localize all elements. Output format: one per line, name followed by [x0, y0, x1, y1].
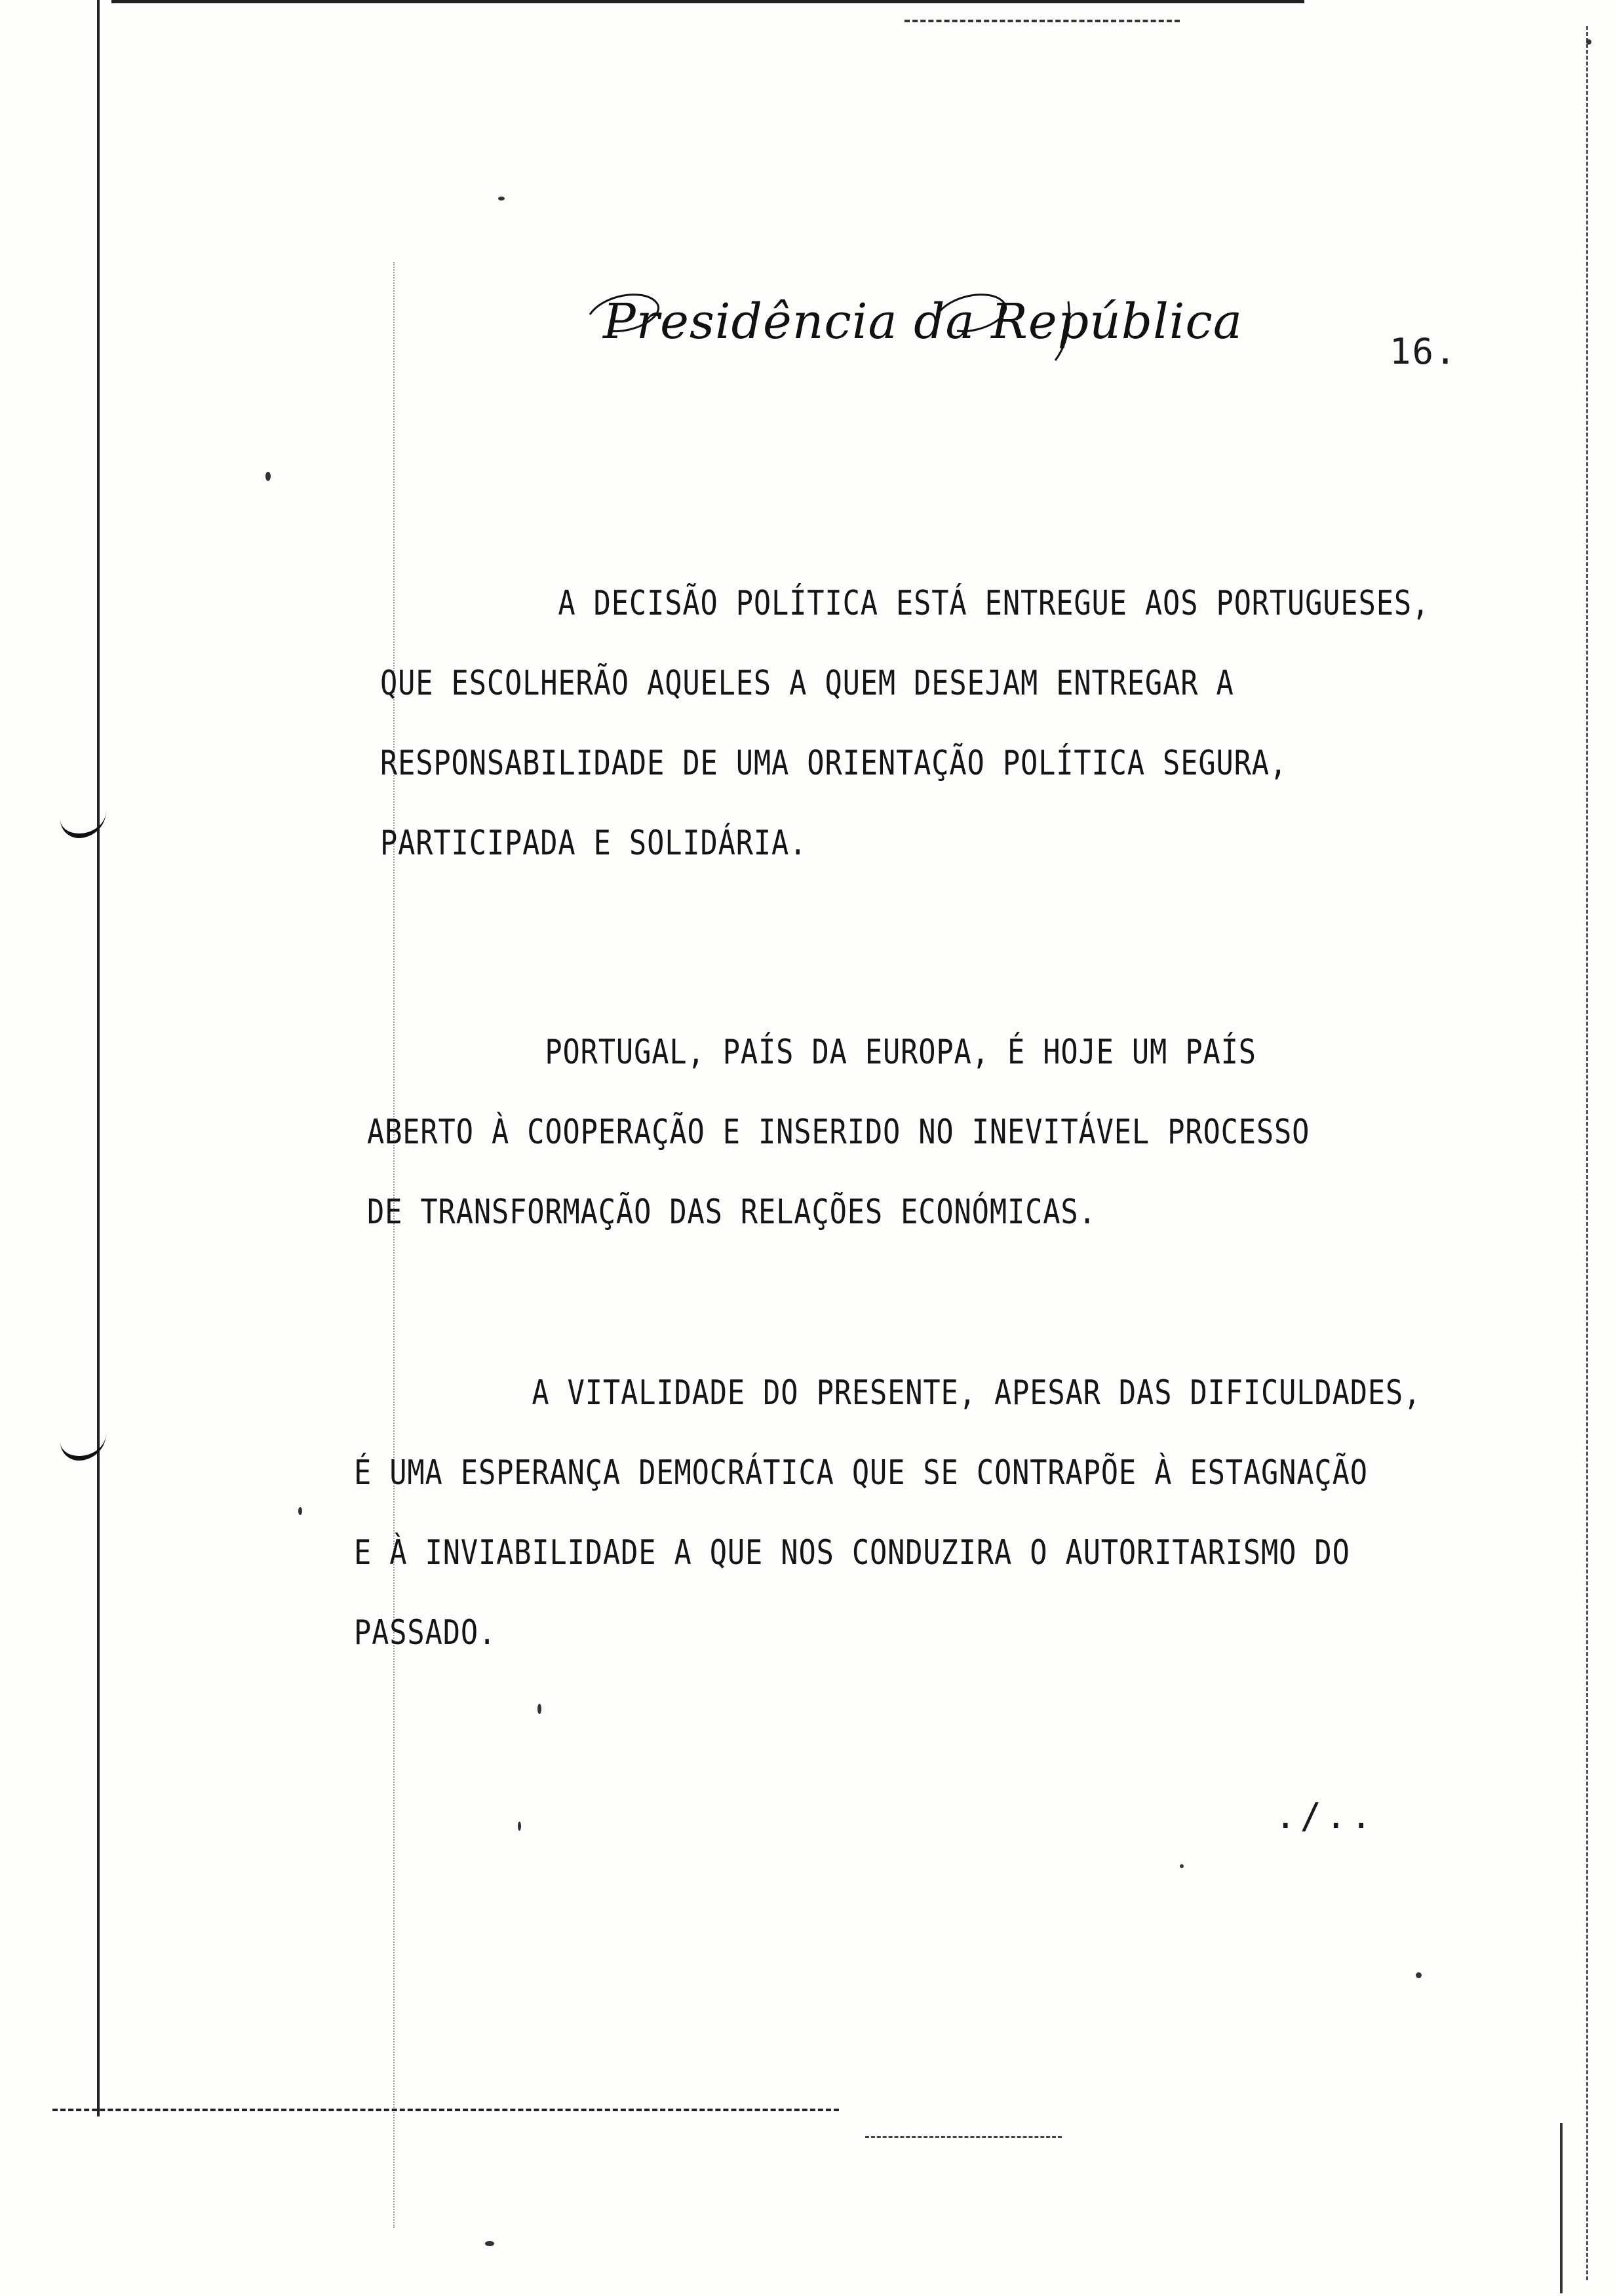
text-line: E À INVIABILIDADE A QUE NOS CONDUZIRA O AUTORITARISMO DO — [354, 1533, 1350, 1573]
paragraph-1 — [380, 564, 1430, 883]
scan-edge-top — [111, 0, 1304, 3]
scan-speck — [518, 1822, 521, 1831]
scan-edge-right — [1586, 26, 1588, 2280]
text-line: A VITALIDADE DO PRESENTE, APESAR DAS DIFICULDADES, — [354, 1373, 1422, 1413]
text-line: RESPONSABILIDADE DE UMA ORIENTAÇÃO POLÍTICA SEGURA, — [380, 744, 1288, 783]
paragraph-2 — [367, 1012, 1310, 1252]
scan-speck — [485, 2241, 494, 2246]
scan-speck — [498, 197, 505, 201]
text-line: DE TRANSFORMAÇÃO DAS RELAÇÕES ECONÓMICAS. — [367, 1193, 1097, 1232]
scan-speck — [1586, 39, 1591, 45]
scan-edge-bottom-dash — [865, 2136, 1062, 2138]
text-line: ABERTO À COOPERAÇÃO E INSERIDO NO INEVITÁVEL PROCESSO — [367, 1113, 1310, 1152]
paragraph-3 — [354, 1353, 1421, 1673]
scan-edge-top-dash — [905, 20, 1180, 22]
text-line: PASSADO. — [354, 1613, 497, 1653]
scan-speck — [298, 1507, 302, 1515]
scan-speck — [537, 1704, 541, 1714]
scan-edge-bottom — [52, 2109, 839, 2111]
scan-speck — [1180, 1864, 1184, 1868]
scan-speck — [1416, 1972, 1422, 1978]
text-line: QUE ESCOLHERÃO AQUELES A QUEM DESEJAM ENTREGAR A — [380, 664, 1234, 703]
letterhead-title — [583, 275, 1243, 373]
continuation-mark: ./.. — [1275, 1795, 1376, 1837]
text-line: É UMA ESPERANÇA DEMOCRÁTICA QUE SE CONTRAPÕE À ESTAGNAÇÃO — [354, 1453, 1368, 1493]
page-number: 16. — [1390, 331, 1458, 372]
text-line: A DECISÃO POLÍTICA ESTÁ ENTREGUE AOS PORTUGUESES, — [380, 584, 1430, 623]
text-line: PORTUGAL, PAÍS DA EUROPA, É HOJE UM PAÍS — [367, 1033, 1256, 1072]
scan-edge-right-bottom — [1560, 2123, 1563, 2293]
text-line: PARTICIPADA E SOLIDÁRIA. — [380, 824, 808, 863]
scan-edge-left — [97, 0, 100, 2116]
scan-speck — [265, 472, 271, 481]
letterhead-text: Presidência da República — [603, 294, 1243, 350]
